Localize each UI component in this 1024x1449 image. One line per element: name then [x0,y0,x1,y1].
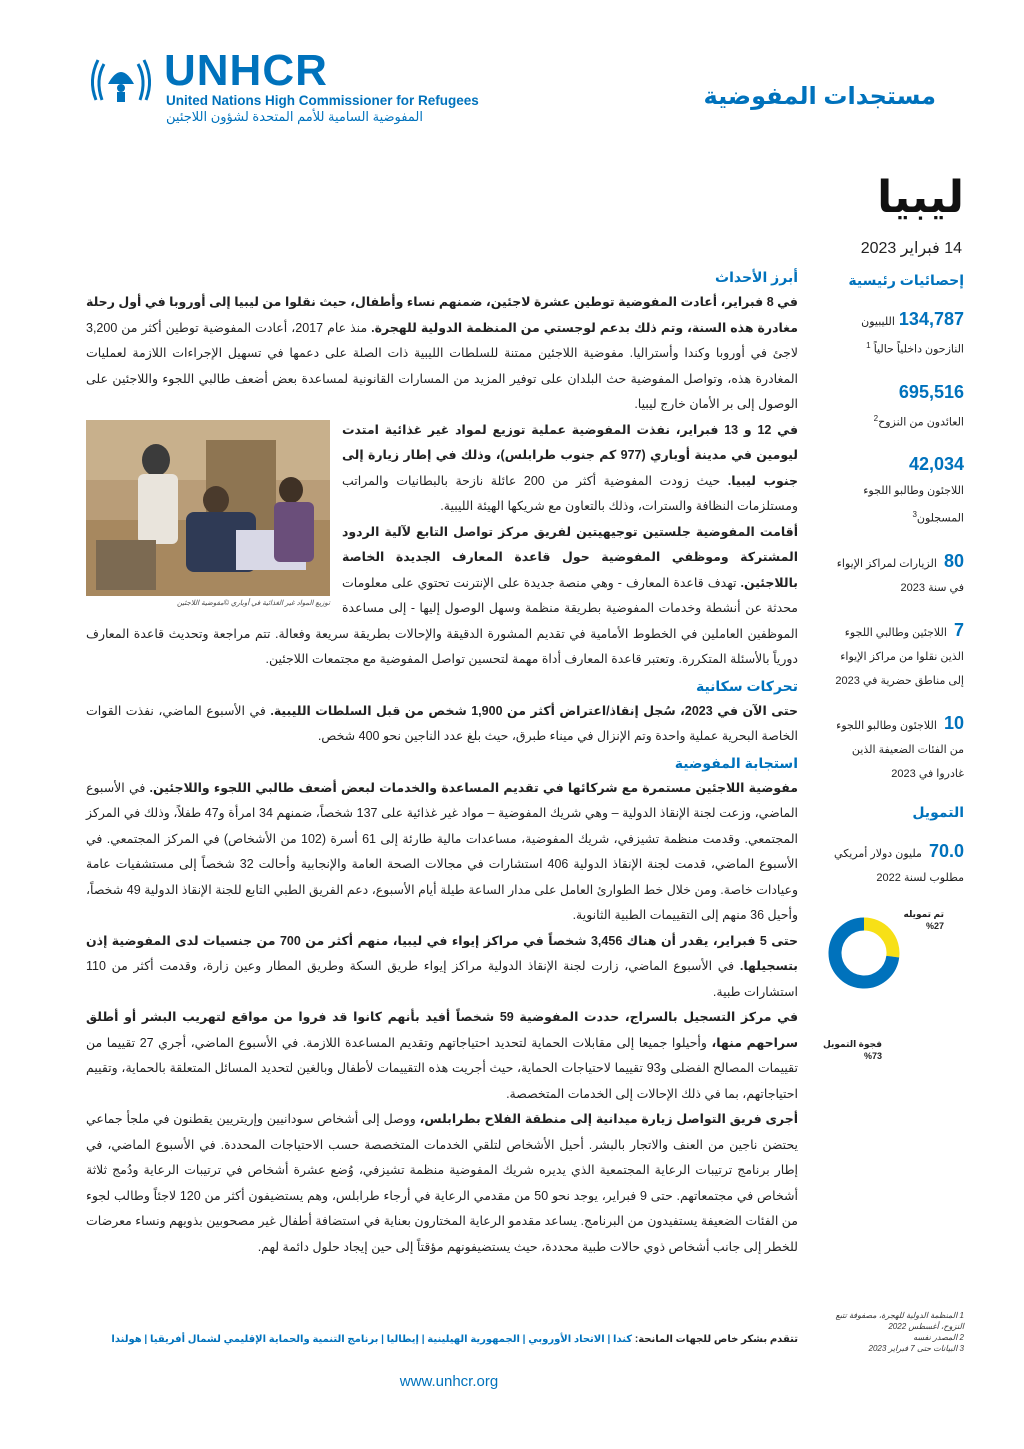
main-content [86,264,798,1260]
stat-value: 42,034 [908,454,964,475]
photo-figure [86,420,330,609]
stat-refugees [826,452,964,531]
footnote-ref: 2 [873,413,879,423]
document-type-title: مستجدات المفوضية [703,83,936,110]
footnote-ref: 1 [866,341,871,350]
stat-detention-visits [826,549,964,600]
stat-prefix: الليبيون [861,316,895,328]
logo-wordmark: UNHCR [164,46,328,95]
paragraph-body: ووصل إلى أشخاص سودانيين وإريتريين يقطنون في ملجأ جماعي يحتضن ناجين من العنف والاتجار بالبشر. أحيل الأشخاص لتلقي الخدمات المتخصصة حسب الاحتياجات المحددة. في الأسبوع الماضي، في إطار برنامج ترتيبات الرعاية المجتمعية الذي يديره شريك المفوضية منظمة تشيزفي، وُضع عشرة أشخاص في ترتيبات الرعاية ودُمج ثلاثة أشخاص في مجتمعاتهم. حتى 9 فبراير، يوجد نحو 50 من مقدمي الرعاية في أرجاء طرابلس، وهم يستضيفون أكثر من 120 لاجئاً وطالب لجوء من الفئات الضعيفة يستفيدون من البرنامج. يساعد مقدمو الرعاية المختارون بعناية في استضافة أطفال غير مصحوبين بذويهم ونساء معرضات للخطر إلى جانب أشخاص ذوي حالات طبية محددة، حيث يستضيفونهم مؤقتاً إلى حين إيجاد حلول دائمة لهم. [86,1112,798,1254]
gap-label: فجوة التمويل [822,1039,882,1049]
logo-english-name: United Nations High Commissioner for Refugees [166,93,479,108]
paragraph-body: منذ عام 2017، أعادت المفوضية توطين أكثر من 3,200 لاجئ في أوروبا وكندا وأستراليا. مفوضية اللاجئين ممتنة للسلطات الليبية ذات الصلة على دعمها في تسهيل الإجراءات اللازمة لعمليات المغادرة هذه، وتواصل المفوضية حث البلدان على توفير المزيد من المسارات القانونية لمساعدة بعض أضعف طالبي اللجوء واللاجئين على الوصول إلى بر الأمان خارج ليبيا. [86,320,798,411]
paragraph-lead: أقامت المفوضية جلستين توجيهيتين لفريق مركز تواصل التابع لآلية الردود المشتركة وموظفي المفوضية حول قاعدة المعارف الجديدة الخاصة باللاجئين. [342,524,798,590]
stat-departed [826,711,964,786]
funding-heading: التمويل [912,803,964,820]
paragraph-body: في الأسبوع الماضي، نفذت القوات الخاصة البحرية عملية واحدة وتم الإنزال في ميناء طبرق، حيث بلغ عدد الناجين نحو 400 شخص. [86,703,798,743]
stat-returnees [826,380,964,435]
stat-value: 7 [953,619,964,640]
report-date: 14 فبراير 2023 [860,240,962,257]
stat-value: 80 [943,550,964,571]
paragraph-lead: حتى 5 فبراير، يقدر أن هناك 3,456 شخصاً في مراكز إيواء في ليبيا، منهم أكثر من 700 من جنسيات لدى المفوضية إذن بتسجيلها. [86,933,798,973]
paragraph-outreach [86,1107,798,1260]
photo-caption: توزيع المواد غير الغذائية في أوباري ©مفوضية اللاجئين [176,599,330,607]
donors-intro: تتقدم بشكر خاص للجهات المانحة: [634,1334,798,1345]
donors-list: كندا | الاتحاد الأوروبي | الجمهورية الهيلينية | إيطاليا | برنامج التنمية والحماية الإقليمي لشمال أفريقيا | هولندا [111,1334,633,1345]
paragraph-body: تهدف قاعدة المعارف - وهي منصة جديدة على الإنترنت تحتوي على معلومات محدثة عن أنشطة وخدمات المفوضية بطريقة منظمة وسهل الوصول إليها - إلى مساعدة الموظفين العاملين في الخطوط الأمامية في تقديم المشورة الدقيقة والإحالات بطريقة سريعة وفعالة. تتم مراجعة وتحديث قاعدة المعارف دورياً بالأسئلة المتكررة. وتعتبر قاعدة المعارف أداة مهمة لتحسين تواصل المفوضية مع مجتمعات اللاجئين. [86,575,798,666]
funded-percent: %27 [925,921,944,931]
country-title: ليبيا [877,173,964,222]
stat-label: اللاجئين وطالبي اللجوء الذين نقلوا من مراكز الإيواء إلى مناطق حضرية في 2023 [835,626,964,687]
paragraph-body: حيث زودت المفوضية أكثر من 200 عائلة نازحة بالبطانيات والمراتب ومستلزمات النظافة والسترات، وذلك بالتعاون مع شريكها الهيئة الليبية. [342,473,798,513]
funded-slice [864,924,893,957]
paragraph-body: في الأسبوع الماضي، زارت لجنة الإنقاذ الدولية مراكز إيواء طريق السكة وطريق المطار وعين زارة، وقدمت أكثر من 110 استشارات طبية. [86,959,798,999]
paragraph-resettlement [86,290,798,418]
unhcr-logo[interactable] [86,48,516,128]
footnote-ref: 3 [912,510,917,520]
footnote-2: 2 المصدر نفسه [913,1333,964,1342]
unhcr-emblem-icon [86,50,156,108]
stat-value: 695,516 [898,381,964,402]
gap-legend [822,1038,882,1062]
website-link[interactable]: www.unhcr.org [399,1373,499,1390]
paragraph-lead: حتى الآن في 2023، سُجل إنقاذ/اعتراض أكثر من 1,900 شخص من قبل السلطات الليبية. [270,703,799,718]
funding-donut-chart [828,917,900,989]
stat-label: الزيارات لمراكز الإيواء في سنة 2023 [836,557,964,594]
footnotes [824,1310,964,1354]
paragraph-detention [86,929,798,1006]
paragraph-interceptions [86,699,798,750]
stat-value: 10 [943,712,964,733]
paragraph-trafficking [86,1005,798,1107]
paragraph-lead: في 8 فبراير، أعادت المفوضية توطين عشرة لاجئين، ضمنهم نساء وأطفال، حيث نقلوا من ليبيا إلى أوروبا في أول رحلة مغادرة هذه السنة، وتم ذلك بدعم لوجستي من المنظمة الدولية للهجرة. [86,295,798,335]
funded-legend [900,908,944,932]
stat-label: النازحون داخلياً حالياً [873,343,964,356]
paragraph-lead: أجرى فريق التواصل زيارة ميدانية إلى منطقة الفلاح بطرابلس، [419,1112,798,1126]
highlights-heading: أبرز الأحداث [715,269,798,285]
funding-value: 70.0 [928,840,964,861]
key-figures-heading: إحصائيات رئيسية [848,272,964,288]
paragraph-assistance [86,776,798,929]
funded-label: تم تمويله [903,909,944,919]
response-heading: استجابة المفوضية [674,754,798,771]
paragraph-lead: مفوضية اللاجئين مستمرة مع شركائها في تقديم المساعدة والخدمات لبعض أضعف طالبي اللجوء واللاجئين. [149,780,798,795]
footnote-1: 1 المنظمة الدولية للهجرة، مصفوفة تتبع النزوح، أغسطس 2022 [835,1311,964,1331]
logo-arabic-name: المفوضية السامية للأمم المتحدة لشؤون اللاجئين [166,109,423,124]
stat-value: 134,787 [898,309,964,329]
donors-line [86,1334,798,1345]
stat-label: اللاجئون وطالبو اللجوء المسجلون [863,485,964,525]
funding-unit: مليون دولار أمريكي [834,847,922,860]
stat-label: اللاجئون وطالبو اللجوء من الفئات الضعيفة الذين غادروا في 2023 [836,719,964,780]
stat-idps [826,307,964,362]
paragraph-lead: في مركز التسجيل بالسراج، حددت المفوضية 59 شخصاً أفيد بأنهم كانوا قد فروا من مواقع لتهريب البشر أو أطلق سراحهم منها، [86,1010,798,1050]
paragraph-lead: في 12 و 13 فبراير، نفذت المفوضية عملية توزيع لمواد غير غذائية امتدت ليومين في مدينة أوباري (977 كم جنوب طرابلس)، وذلك في إطار زيارة إلى جنوب ليبيا. [342,422,799,488]
stat-label: العائدون من النزوح [878,416,964,429]
movements-heading: تحركات سكانية [695,677,798,694]
footnote-3: 3 البيانات حتى 7 فبراير 2023 [868,1344,964,1353]
funding-label: مطلوب لسنة 2022 [876,871,964,884]
paragraph-body: وأحيلوا جميعا إلى مقابلات الحماية لتحديد احتياجاتهم وتقديم المساعدة اللازمة. في الأسبوع الماضي، أجري 27 تقييما من تقييمات المصالح الفضلى و93 تقييما لاحتياجات الحماية، حيث أجريت هذه التقييمات لأطفال وبالغين لتحديد المسائل المتعلقة بالحماية، وتقييم احتياجاتهم، بما في ذلك الإحالات إلى الخدمات المتخصصة. [86,1035,798,1101]
key-figures-sidebar [826,272,964,890]
distribution-photo [86,420,330,596]
gap-percent: %73 [863,1051,882,1061]
paragraph-body: في الأسبوع الماضي، وزعت لجنة الإنقاذ الدولية – وهي شريك المفوضية – مواد غير غذائية على 137 شخصاً، ضمنهم 34 امرأة و47 طفلاً، وذلك في المركز المجتمعي. وقدمت منظمة تشيزفي، شريك المفوضية، مساعدات مالية طارئة إلى 61 أسرة (102 من الأشخاص) في المركز المجتمعي. في الأسبوع الماضي، قدمت لجنة الإنقاذ الدولية 406 استشارات في مجالات الصحة العامة والإنجابية وأحالت 32 شخصاً إلى مستشفيات عامة وعيادات خاصة. ومن خلال خط الطوارئ العامل على مدار الساعة طيلة أيام الأسبوع، دعم الفريق الطبي التابع للجنة الإنقاذ الدولية 49 شخصاً، وأحيل 36 منهم إلى التقييمات الطبية الثانوية. [86,780,799,922]
stat-relocated [826,618,964,693]
funding-requirement [826,839,964,890]
